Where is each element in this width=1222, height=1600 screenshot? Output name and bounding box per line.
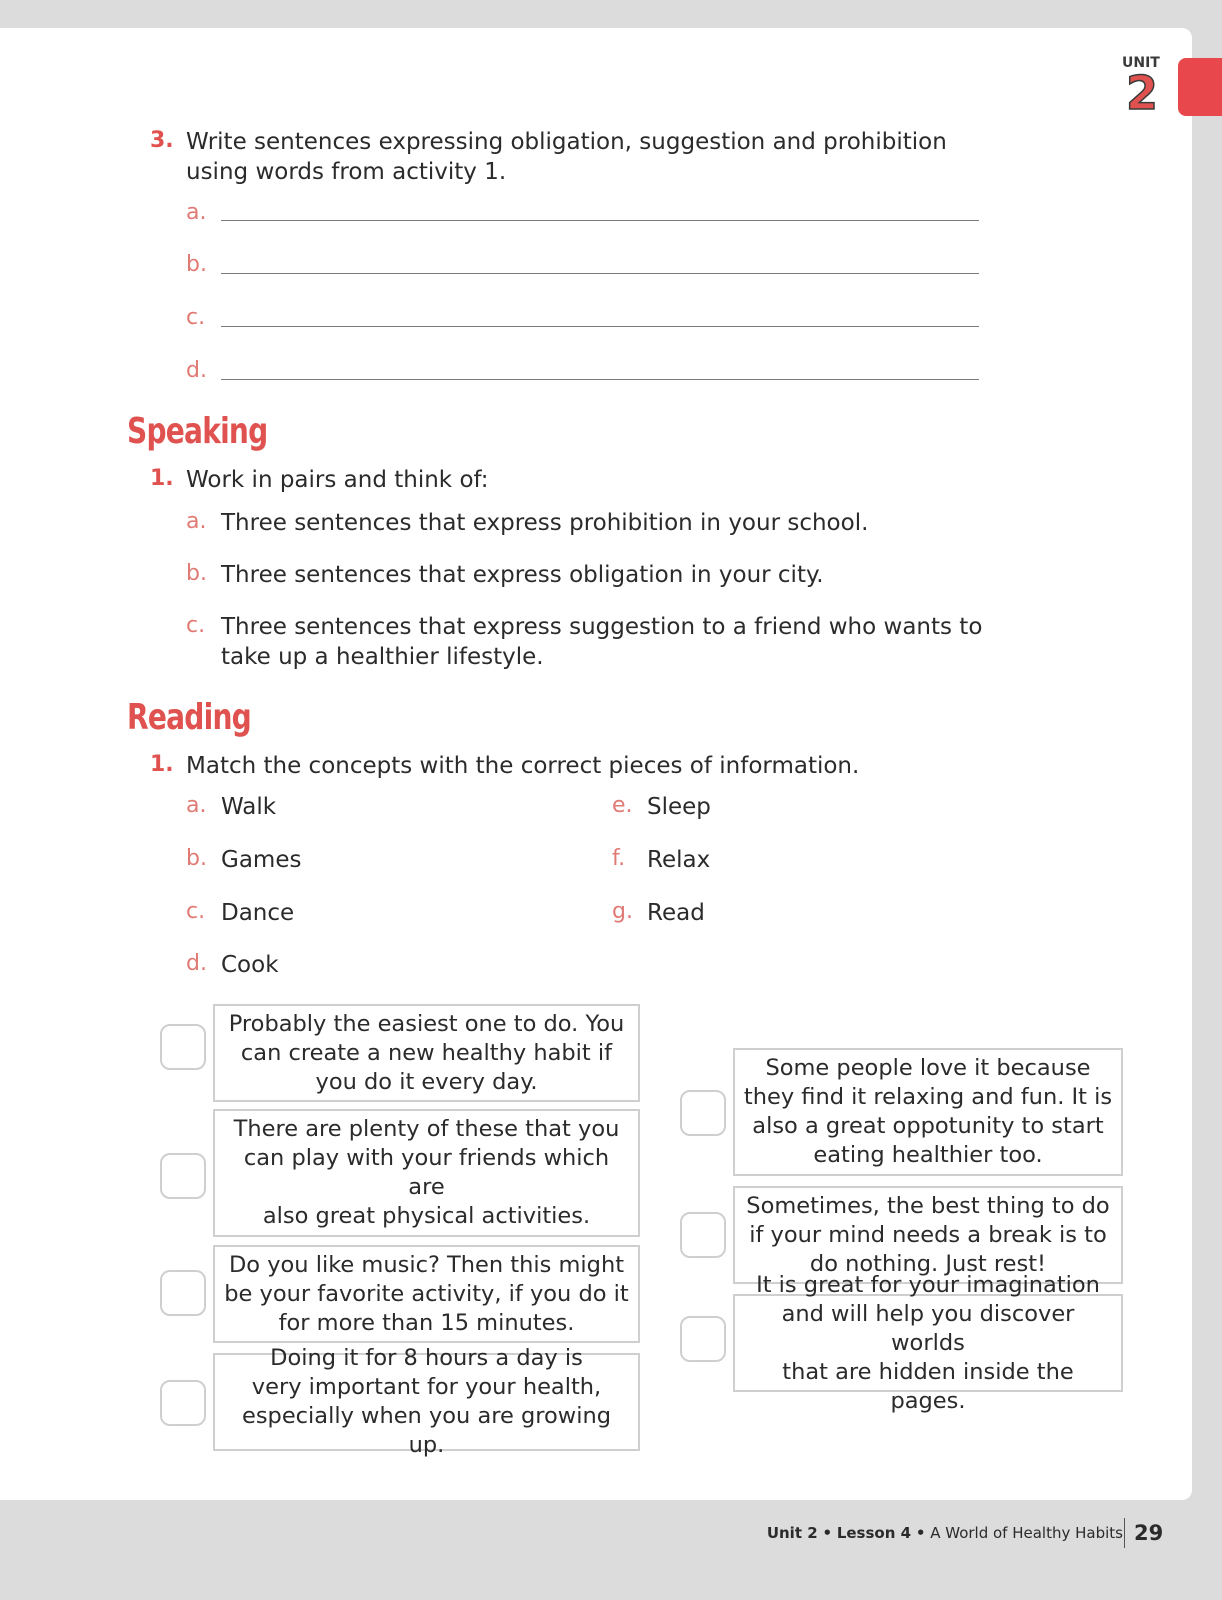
info-box-3-line: be your favorite activity, if you do it <box>224 1280 629 1307</box>
answer-c-line[interactable] <box>221 326 979 327</box>
info-box-2 <box>213 1109 640 1237</box>
activity3-instruction-line1: Write sentences expressing obligation, suggestion and prohibition <box>186 129 947 155</box>
info-box-4-line: especially when you are growing up. <box>241 1403 612 1458</box>
info-box-6-line: do nothing. Just rest! <box>809 1250 1047 1277</box>
info-box-5-line: also a great oppotunity to start <box>752 1113 1104 1139</box>
match-checkbox-4[interactable] <box>160 1380 206 1426</box>
match-checkbox-3[interactable] <box>160 1270 206 1316</box>
info-box-7-line: that are hidden inside the pages. <box>782 1358 1074 1414</box>
info-box-2-line: also great physical activities. <box>262 1203 591 1229</box>
footer-lesson: Lesson 4 <box>836 1524 912 1542</box>
info-box-5-line: they find it relaxing and fun. It is <box>743 1084 1113 1110</box>
info-box-4-line: Doing it for 8 hours a day is <box>270 1345 583 1371</box>
concept-b-text: Games <box>221 847 302 873</box>
footer-title: A World of Healthy Habits <box>930 1524 1123 1542</box>
answer-b-letter: b. <box>186 252 207 277</box>
info-box-5 <box>733 1048 1123 1176</box>
info-box-6-line: Sometimes, the best thing to do <box>746 1192 1110 1219</box>
answer-a-letter: a. <box>186 200 207 225</box>
match-checkbox-5[interactable] <box>680 1090 726 1136</box>
activity3-number: 3. <box>150 128 174 153</box>
reading-q1-text: Match the concepts with the correct pieces of information. <box>186 753 860 779</box>
info-box-7-line: and will help you discover worlds <box>781 1300 1075 1356</box>
speaking-a-letter: a. <box>186 509 207 534</box>
footer-separator: • <box>822 1524 833 1542</box>
speaking-q1-text: Work in pairs and think of: <box>186 467 489 493</box>
concept-g-text: Read <box>647 900 705 926</box>
unit-tab-marker <box>1178 58 1222 116</box>
info-box-3-line: Do you like music? Then this might <box>228 1251 625 1278</box>
info-box-1 <box>213 1004 640 1102</box>
answer-b-line[interactable] <box>221 273 979 274</box>
footer-separator: • <box>915 1524 926 1542</box>
concept-a-text: Walk <box>221 794 277 820</box>
info-box-2-line: can play with your friends which are <box>243 1145 610 1200</box>
concept-e-text: Sleep <box>647 794 711 820</box>
speaking-heading: Speaking <box>127 411 268 452</box>
footer-unit: Unit 2 <box>766 1524 818 1542</box>
answer-a-line[interactable] <box>221 220 979 221</box>
answer-d-line[interactable] <box>221 379 979 380</box>
info-box-7-line: It is great for your imagination <box>756 1271 1100 1298</box>
concept-d-text: Cook <box>221 952 279 978</box>
info-box-5-line: eating healthier too. <box>813 1142 1043 1168</box>
concept-a-letter: a. <box>186 793 207 818</box>
speaking-b-text: Three sentences that express obligation in your city. <box>221 562 824 588</box>
answer-d-letter: d. <box>186 358 207 383</box>
match-checkbox-2[interactable] <box>160 1153 206 1199</box>
info-box-3-line: for more than 15 minutes. <box>278 1309 575 1336</box>
page-number: 29 <box>1134 1521 1164 1545</box>
info-box-2-line: There are plenty of these that you <box>233 1116 620 1142</box>
info-box-6-line: if your mind needs a break is to <box>749 1221 1107 1248</box>
unit-label: UNIT <box>1122 55 1160 71</box>
speaking-c-text-line2: take up a healthier lifestyle. <box>221 644 544 670</box>
reading-q1-number: 1. <box>150 752 174 777</box>
info-box-7 <box>733 1271 1123 1414</box>
speaking-a-text: Three sentences that express prohibition in your school. <box>221 510 869 536</box>
page-footer <box>600 1524 1123 1542</box>
reading-heading: Reading <box>127 697 251 738</box>
speaking-c-letter: c. <box>186 613 206 638</box>
concept-f-letter: f. <box>612 846 626 871</box>
answer-c-letter: c. <box>186 305 206 330</box>
info-box-1-line: can create a new healthy habit if <box>240 1039 613 1066</box>
concept-d-letter: d. <box>186 951 207 976</box>
activity3-instruction-line2: using words from activity 1. <box>186 159 507 185</box>
unit-number: 2 <box>1126 66 1159 120</box>
info-box-1-line: Probably the easiest one to do. You <box>228 1010 625 1037</box>
speaking-b-letter: b. <box>186 561 207 586</box>
info-box-5-line: Some people love it because <box>765 1055 1091 1081</box>
match-checkbox-1[interactable] <box>160 1024 206 1070</box>
concept-e-letter: e. <box>612 793 633 818</box>
info-box-1-line: you do it every day. <box>315 1068 538 1095</box>
speaking-c-text-line1: Three sentences that express suggestion to a friend who wants to <box>221 614 983 640</box>
concept-g-letter: g. <box>612 899 633 924</box>
speaking-q1-number: 1. <box>150 466 174 491</box>
concept-b-letter: b. <box>186 846 207 871</box>
concept-f-text: Relax <box>647 847 711 873</box>
info-box-4-line: very important for your health, <box>251 1374 602 1400</box>
concept-c-letter: c. <box>186 899 206 924</box>
info-box-3 <box>213 1245 640 1343</box>
match-checkbox-6[interactable] <box>680 1212 726 1258</box>
concept-c-text: Dance <box>221 900 295 926</box>
info-box-4 <box>213 1345 640 1458</box>
info-box-6 <box>733 1186 1123 1284</box>
match-checkbox-7[interactable] <box>680 1316 726 1362</box>
footer-divider <box>1124 1518 1125 1548</box>
